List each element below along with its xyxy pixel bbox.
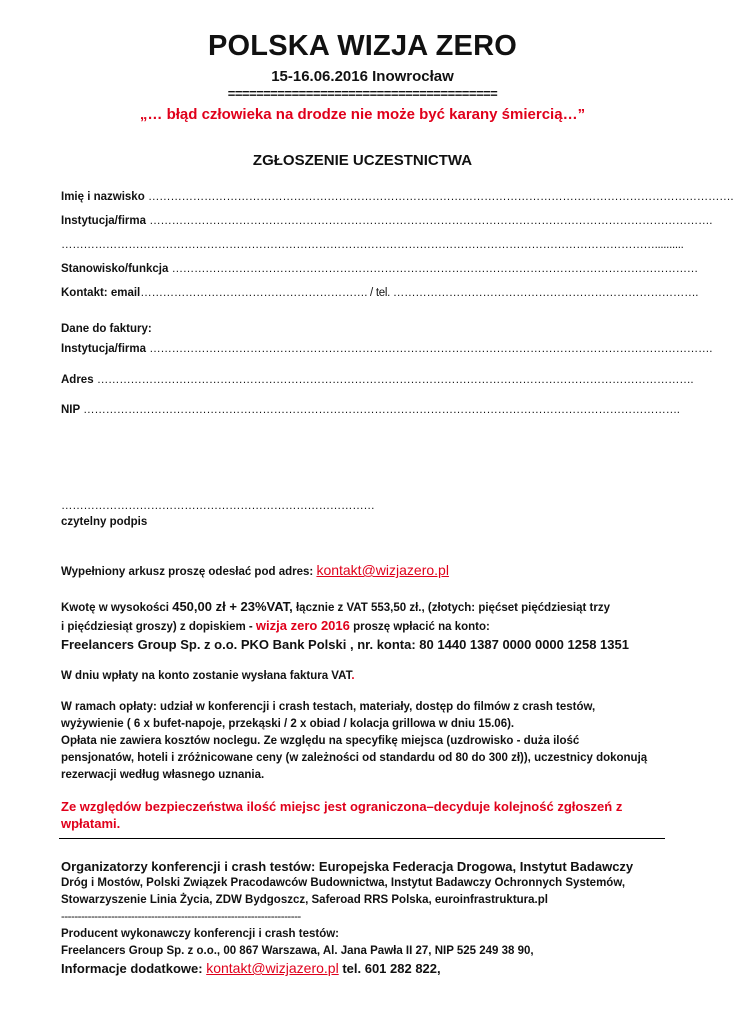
invoice-note bbox=[61, 668, 671, 685]
institution-field[interactable] bbox=[61, 215, 713, 227]
position-dots: …………………………………………………………………………………………………………………………… bbox=[171, 263, 698, 275]
invoice-institution-dots: ……………………………………………………………………………………………………………………………………. bbox=[149, 343, 713, 355]
motto: „… błąd człowieka na drodze nie może być karany śmiercią…” bbox=[139, 106, 586, 123]
organizers-line-3: Stowarzyszenie Linia Życia, ZDW Bydgoszcz, Saferoad RRS Polska, euroinfrastruktura.pl bbox=[61, 894, 548, 906]
invoice-institution-field[interactable] bbox=[61, 343, 713, 355]
bank-line: Freelancers Group Sp. z o.o. PKO Bank Polski , nr. konta: 80 1440 1387 0000 0000 1258 1351 bbox=[61, 637, 629, 652]
send-text: Wypełniony arkusz proszę odesłać pod adres: bbox=[61, 566, 314, 578]
address-dots: ……………………………………………………………………………………………………………………………………………. bbox=[96, 374, 694, 386]
header-separator: ====================================== bbox=[227, 86, 498, 101]
contact-dots: ……………………………………………………. / tel. ………………………………………………………………………. bbox=[140, 287, 699, 299]
nip-field[interactable] bbox=[61, 404, 680, 416]
invoice-header: Dane do faktury: bbox=[61, 323, 152, 335]
producer-line-1: Producent wykonawczy konferencji i crash testów: bbox=[61, 928, 339, 940]
name-field[interactable] bbox=[61, 191, 733, 203]
name-dots: …………………………………………………………………………………………………………………………………………. bbox=[147, 191, 733, 203]
address-label: Adres bbox=[61, 374, 94, 386]
nip-label: NIP bbox=[61, 404, 80, 416]
invoice-institution-label: Instytucja/firma bbox=[61, 343, 146, 355]
organizers-line-1: Organizatorzy konferencji i crash testów: Europejska Federacja Drogowa, Instytut Badawczy bbox=[61, 859, 634, 874]
fee-details bbox=[61, 699, 671, 784]
fee-rest: łącznie z VAT 553,50 zł., (złotych: pięćset pięćdziesiąt trzy bbox=[295, 602, 610, 614]
extra-line-field[interactable] bbox=[61, 239, 684, 251]
capacity-warning: Ze względów bezpieczeństwa ilość miejsc jest ograniczona–decyduje kolejność zgłoszeń z wpłatami. bbox=[61, 799, 623, 831]
send-email-link[interactable]: kontakt@wizjazero.pl bbox=[316, 562, 449, 578]
footer-dash-line: ------------------------------------------------------------------------ bbox=[61, 911, 301, 923]
fee-line2-suffix: proszę wpłacić na konto: bbox=[353, 621, 490, 633]
organizers-line-2: Dróg i Mostów, Polski Związek Pracodawców Budownictwa, Instytut Badawczy Ochronnych Systemów, bbox=[61, 877, 626, 889]
fee-info bbox=[61, 598, 671, 653]
event-date-location: 15-16.06.2016 Inowrocław bbox=[271, 68, 454, 85]
contact-label: Kontakt: email bbox=[61, 287, 141, 299]
footer-divider bbox=[59, 838, 665, 839]
signature-label: czytelny podpis bbox=[61, 516, 148, 528]
address-field[interactable] bbox=[61, 374, 694, 386]
position-label: Stanowisko/funkcja bbox=[61, 263, 169, 275]
institution-label: Instytucja/firma bbox=[61, 215, 146, 227]
position-field[interactable] bbox=[61, 263, 698, 275]
footer bbox=[61, 858, 681, 977]
form-title: ZGŁOSZENIE UCZESTNICTWA bbox=[252, 152, 473, 169]
send-instructions bbox=[61, 562, 671, 581]
invoice-note-text: W dniu wpłaty na konto zostanie wysłana faktura VAT bbox=[61, 670, 352, 682]
fee-excludes-line-2: pensjonatów, hoteli i zróżnicowane ceny (w zależności od standardu od 80 do 300 zł)), uczestnicy dokonują bbox=[61, 752, 648, 764]
info-label: Informacje dodatkowe: bbox=[61, 961, 203, 976]
name-label: Imię i nazwisko bbox=[61, 191, 145, 203]
fee-includes-line-1: W ramach opłaty: udział w konferencji i crash testach, materiały, dostęp do filmów z crash testów, bbox=[61, 701, 596, 713]
page-title: POLSKA WIZJA ZERO bbox=[208, 30, 517, 62]
fee-excludes-line-1: Opłata nie zawiera kosztów noclegu. Ze względu na specyfikę miejsca (uzdrowisko - duża ilość bbox=[61, 735, 580, 747]
nip-dots: ……………………………………………………………………………………………………………………………………………. bbox=[83, 404, 680, 416]
signature-field[interactable] bbox=[61, 500, 661, 512]
fee-line2-prefix: i pięćdziesiąt groszy) z dopiskiem - bbox=[61, 621, 253, 633]
extra-line-dots: …………………………………………………………………………………………………………………………………………….......... bbox=[61, 239, 684, 251]
fee-tag: wizja zero 2016 bbox=[255, 618, 350, 633]
info-phone: tel. 601 282 822, bbox=[342, 961, 441, 976]
institution-dots: ……………………………………………………………………………………………………………………………………. bbox=[149, 215, 713, 227]
contact-info-line bbox=[61, 960, 681, 977]
contact-field[interactable] bbox=[61, 287, 699, 299]
fee-prefix: Kwotę w wysokości bbox=[61, 602, 170, 614]
fee-excludes-line-3: rezerwacji według własnego uznania. bbox=[61, 769, 265, 781]
producer-line-2: Freelancers Group Sp. z o.o., 00 867 Warszawa, Al. Jana Pawła II 27, NIP 525 249 38 90, bbox=[61, 945, 534, 957]
signature-dots: ………………………………………………………………………… bbox=[61, 500, 375, 512]
info-email-link[interactable]: kontakt@wizjazero.pl bbox=[206, 960, 339, 976]
invoice-note-dot: . bbox=[351, 670, 355, 682]
fee-includes-line-2: wyżywienie ( 6 x bufet-napoje, przekąski / 2 x obiad / kolacja grillowa w dniu 15.06). bbox=[61, 718, 515, 730]
fee-amount: 450,00 zł + 23%VAT, bbox=[172, 599, 293, 614]
